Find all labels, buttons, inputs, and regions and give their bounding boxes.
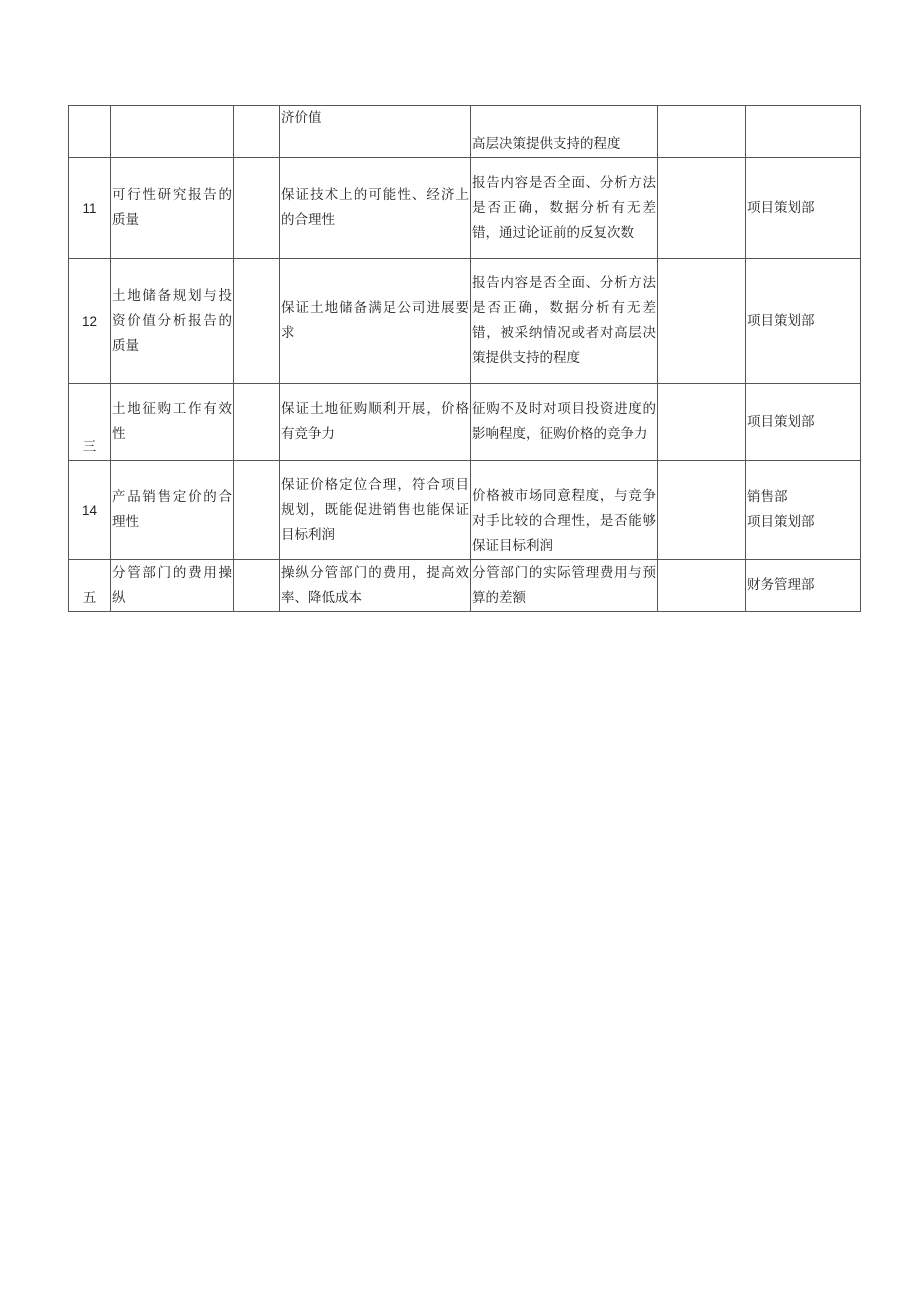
definition-cell: 报告内容是否全面、分析方法是否正确，数据分析有无差错，被采纳情况或者对高层决策提供支持的程度 bbox=[471, 259, 658, 384]
score-cell bbox=[658, 560, 746, 612]
row-number: 12 bbox=[69, 259, 111, 384]
row-number: 三 bbox=[69, 384, 111, 461]
table-row bbox=[69, 106, 861, 158]
dept-cell bbox=[746, 106, 861, 158]
purpose-cell: 保证土地征购顺利开展，价格有竞争力 bbox=[280, 384, 471, 461]
definition-cell: 征购不及时对项目投资进度的影响程度，征购价格的竞争力 bbox=[471, 384, 658, 461]
score-cell bbox=[658, 259, 746, 384]
dept-cell bbox=[746, 461, 861, 560]
purpose-cell: 保证价格定位合理，符合项目规划，既能促进销售也能保证目标利润 bbox=[280, 461, 471, 560]
definition-cell: 价格被市场同意程度，与竞争对手比较的合理性，是否能够保证目标利润 bbox=[471, 461, 658, 560]
indicator-cell: 分管部门的费用操纵 bbox=[111, 560, 234, 612]
table-row bbox=[69, 158, 861, 259]
purpose-cell: 操纵分管部门的费用，提高效率、降低成本 bbox=[280, 560, 471, 612]
table-row bbox=[69, 560, 861, 612]
row-number: 五 bbox=[69, 560, 111, 612]
dept-cell: 项目策划部 bbox=[746, 259, 861, 384]
dept-line: 项目策划部 bbox=[747, 514, 815, 530]
dept-cell: 财务管理部 bbox=[746, 560, 861, 612]
score-cell bbox=[658, 384, 746, 461]
row-number: 11 bbox=[69, 158, 111, 259]
purpose-cell: 保证土地储备满足公司进展要求 bbox=[280, 259, 471, 384]
indicator-cell: 可行性研究报告的质量 bbox=[111, 158, 234, 259]
definition-cell: 分管部门的实际管理费用与预算的差额 bbox=[471, 560, 658, 612]
weight-cell bbox=[234, 106, 280, 158]
table-row bbox=[69, 461, 861, 560]
score-cell bbox=[658, 461, 746, 560]
dept-cell: 项目策划部 bbox=[746, 158, 861, 259]
indicator-cell: 土地征购工作有效性 bbox=[111, 384, 234, 461]
purpose-cell: 济价值 bbox=[280, 106, 471, 158]
indicator-cell: 产品销售定价的合理性 bbox=[111, 461, 234, 560]
purpose-cell: 保证技术上的可能性、经济上的合理性 bbox=[280, 158, 471, 259]
row-number: 14 bbox=[69, 461, 111, 560]
weight-cell bbox=[234, 560, 280, 612]
dept-line: 销售部 bbox=[747, 489, 788, 505]
indicator-cell: 土地储备规划与投资价值分析报告的质量 bbox=[111, 259, 234, 384]
weight-cell bbox=[234, 158, 280, 259]
row-number bbox=[69, 106, 111, 158]
dept-cell: 项目策划部 bbox=[746, 384, 861, 461]
weight-cell bbox=[234, 384, 280, 461]
weight-cell bbox=[234, 461, 280, 560]
indicator-cell bbox=[111, 106, 234, 158]
weight-cell bbox=[234, 259, 280, 384]
table-row bbox=[69, 259, 861, 384]
definition-cell: 高层决策提供支持的程度 bbox=[471, 106, 658, 158]
score-cell bbox=[658, 106, 746, 158]
kpi-table bbox=[68, 105, 861, 612]
score-cell bbox=[658, 158, 746, 259]
table-row bbox=[69, 384, 861, 461]
definition-cell: 报告内容是否全面、分析方法是否正确，数据分析有无差错，通过论证前的反复次数 bbox=[471, 158, 658, 259]
